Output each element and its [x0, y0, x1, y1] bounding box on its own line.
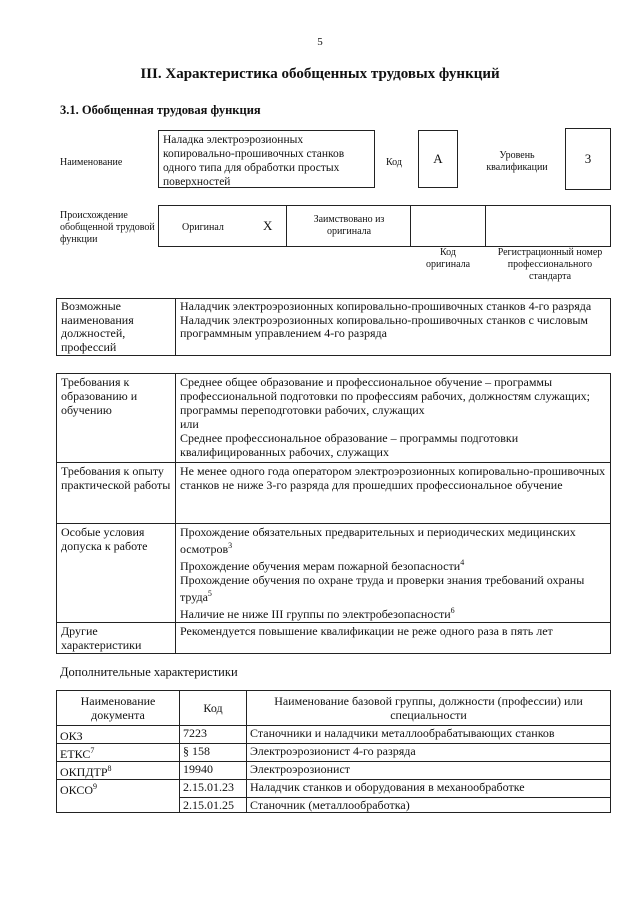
borrowed-label: Заимствовано из оригинала — [313, 214, 385, 237]
positions-values — [176, 299, 611, 356]
footnote-ref: 4 — [460, 558, 465, 567]
name-cell: Электроэрозионист 4-го разряда — [247, 744, 611, 762]
function-name-box — [158, 130, 375, 188]
footnote-ref: 6 — [450, 606, 455, 615]
req-line: Не менее одного года оператором электроэрозионных копировально-прошивочных станков не ниже 3-го разряда для прошедших профессиональное обучение — [180, 464, 606, 492]
req-line: или — [180, 417, 199, 431]
positions-table — [56, 298, 611, 356]
req-label: Требования к образованию и обучению — [57, 374, 176, 463]
additional-header-row — [57, 691, 611, 726]
req-value — [176, 374, 611, 463]
reg-number-caption: Регистрационный номер профессионального стандарта — [497, 247, 603, 282]
req-label: Особые условия допуска к работе — [57, 524, 176, 623]
code-cell: § 158 — [180, 744, 247, 762]
doc-cell: ЕТКС$^7$ — [57, 744, 180, 762]
position-line: Наладчик электроэрозионных копировально-прошивочных станков с числовым программным управлением 4-го разряда — [180, 312, 589, 340]
req-line: Прохождение обязательных предварительных и периодических медицинских осмотров$^3$ — [180, 525, 576, 556]
name-cell: Наладчик станков и оборудования в механообработке — [247, 780, 611, 798]
doc-cell: ОКПДТР$^8$ — [57, 762, 180, 780]
doc-cell — [57, 797, 180, 812]
section-title: III. Характеристика обобщенных трудовых функций — [140, 66, 500, 82]
origin-divider-1 — [286, 205, 287, 247]
positions-label: Возможные наименования должностей, профессий — [57, 299, 176, 356]
function-name-value: Наладка электроэрозионных копировально-прошивочных станков одного типа для обработки простых поверхностей — [163, 134, 345, 188]
position-line: Наладчик электроэрозионных копировально-прошивочных станков 4-го разряда — [180, 299, 592, 313]
req-value — [176, 623, 611, 654]
table-row — [57, 762, 611, 780]
req-line: Прохождение обучения по охране труда и проверки знания требований охраны труда$^5$ — [180, 573, 585, 604]
req-value — [176, 463, 611, 524]
req-row-other — [57, 623, 611, 654]
name-cell: Станочники и наладчики металлообрабатывающих станков — [247, 726, 611, 744]
table-row — [57, 780, 611, 798]
level-box — [565, 128, 611, 190]
header-name: Наименование базовой группы, должности (профессии) или специальности — [247, 691, 611, 726]
req-label: Требования к опыту практической работы — [57, 463, 176, 524]
origin-divider-2 — [410, 205, 411, 247]
req-row-admission — [57, 524, 611, 623]
code-cell: 2.15.01.23 — [180, 780, 247, 798]
origin-label: Происхождение обобщенной трудовой функции — [60, 210, 155, 245]
name-cell: Станочник (металлообработка) — [247, 797, 611, 812]
footnote-ref: 3 — [228, 541, 233, 550]
name-label: Наименование — [60, 157, 123, 168]
origin-divider-3 — [485, 205, 486, 247]
table-row — [57, 726, 611, 744]
additional-title: Дополнительные характеристики — [60, 665, 238, 679]
code-value: А — [433, 151, 443, 166]
name-cell: Электроэрозионист — [247, 762, 611, 780]
additional-table — [56, 690, 611, 813]
original-label: Оригинал — [182, 222, 224, 233]
req-row-education — [57, 374, 611, 463]
requirements-table — [56, 373, 611, 654]
code-label: Код — [386, 157, 402, 168]
footnote-ref: 5 — [207, 589, 212, 598]
req-line: Среднее профессиональное образование – программы подготовки квалифицированных рабочих, служащих — [180, 431, 519, 459]
code-cell: 19940 — [180, 762, 247, 780]
req-line: Прохождение обучения мерам пожарной безопасности$^4$ — [180, 558, 465, 573]
code-original-caption: Код оригинала — [425, 247, 471, 270]
page-number: 5 — [317, 36, 323, 48]
doc-cell: ОКСО$^9$ — [57, 780, 180, 798]
req-line: Среднее общее образование и профессиональное обучение – программы профессиональной подготовки по профессиям рабочих, должностям служащих; программы переподготовки рабочих, служащих — [180, 375, 590, 417]
code-cell: 7223 — [180, 726, 247, 744]
original-mark: X — [263, 218, 273, 233]
req-line: Наличие не ниже III группы по электробезопасности$^6$ — [180, 606, 455, 621]
code-box — [418, 130, 458, 188]
req-label: Другие характеристики — [57, 623, 176, 654]
subsection-title: 3.1. Обобщенная трудовая функция — [60, 103, 261, 117]
level-label: Уровень квалификации — [486, 150, 548, 173]
doc-cell: ОКЗ — [57, 726, 180, 744]
table-row — [57, 744, 611, 762]
level-value: 3 — [584, 151, 592, 166]
req-line: Рекомендуется повышение квалификации не реже одного раза в пять лет — [180, 624, 553, 638]
req-value — [176, 524, 611, 623]
positions-row — [57, 299, 611, 356]
header-code: Код — [180, 691, 247, 726]
table-row — [57, 797, 611, 812]
req-row-experience — [57, 463, 611, 524]
code-cell: 2.15.01.25 — [180, 797, 247, 812]
header-doc: Наименование документа — [57, 691, 180, 726]
